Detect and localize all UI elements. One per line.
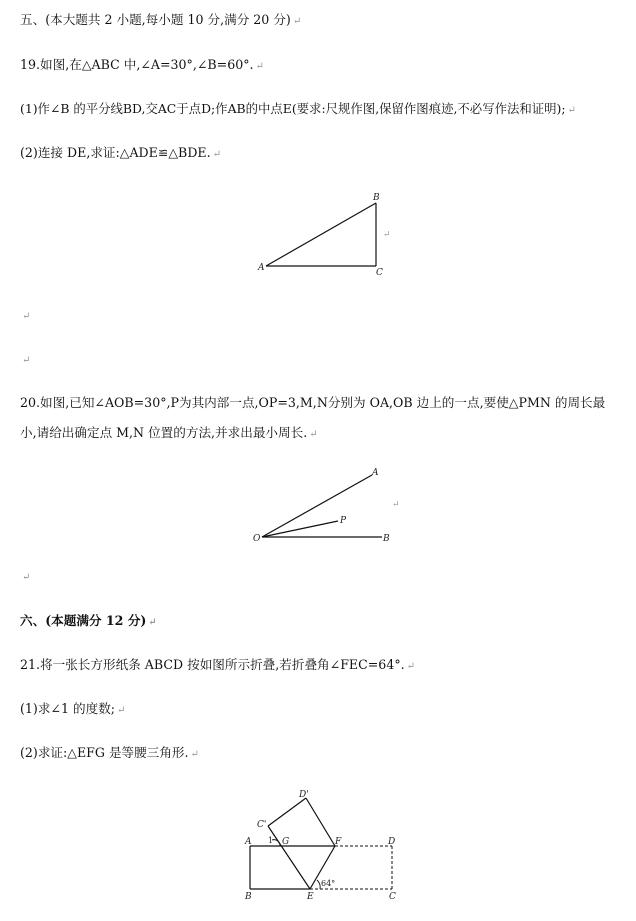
paragraph-mark: ↵ bbox=[567, 105, 576, 116]
angle-64-arc bbox=[317, 880, 320, 889]
label-c: C bbox=[389, 892, 396, 902]
q19-part2: (2)连接 DE,求证:△ADE≌△BDE. ↵ bbox=[20, 145, 222, 160]
q21-part1: (1)求∠1 的度数; ↵ bbox=[20, 701, 126, 716]
label-b: B bbox=[383, 534, 390, 544]
q20-stem-line1: 20.如图,已知∠AOB=30°,P为其内部一点,OP=3,M,N分别为 OA,OB 边上的一点,要使△PMN 的周长最 bbox=[20, 395, 606, 410]
paragraph-mark: ↵ bbox=[309, 429, 318, 440]
paragraph-mark: ↵ bbox=[22, 311, 31, 322]
paragraph-mark: ↵ bbox=[117, 705, 126, 716]
label-a: A bbox=[245, 837, 252, 847]
section-5-heading: 五、(本大题共 2 小题,每小题 10 分,满分 20 分) ↵ bbox=[20, 12, 302, 27]
label-angle-1: 1 bbox=[268, 836, 274, 845]
q20-stem-line2: 小,请给出确定点 M,N 位置的方法,并求出最小周长. ↵ bbox=[20, 425, 318, 440]
paragraph-mark: ↵ bbox=[22, 572, 31, 583]
paragraph-mark: ↵ bbox=[190, 749, 199, 760]
label-e: E bbox=[307, 892, 314, 902]
paragraph-mark: ↵ bbox=[392, 500, 400, 510]
q19-part1: (1)作∠B 的平分线BD,交AC于点D;作AB的中点E(要求:尺规作图,保留作图痕迹,不必写作法和证明); ↵ bbox=[20, 101, 576, 116]
label-angle-64: 64° bbox=[321, 879, 336, 888]
paragraph-mark: ↵ bbox=[148, 617, 157, 628]
label-c-prime: C' bbox=[257, 820, 267, 830]
label-f: F bbox=[335, 837, 342, 847]
label-g: G bbox=[282, 837, 290, 847]
q19-stem: 19.如图,在△ABC 中,∠A=30°,∠B=60°. ↵ bbox=[20, 57, 264, 72]
label-b: B bbox=[373, 193, 380, 203]
label-d: D bbox=[388, 837, 396, 847]
label-a: A bbox=[372, 468, 379, 478]
folded-flap bbox=[268, 798, 335, 889]
q21-stem: 21.将一张长方形纸条 ABCD 按如图所示折叠,若折叠角∠FEC=64°. ↵ bbox=[20, 657, 416, 672]
paragraph-mark: ↵ bbox=[255, 61, 264, 72]
paragraph-mark: ↵ bbox=[22, 355, 31, 366]
paragraph-mark: ↵ bbox=[406, 661, 416, 672]
section-6-heading: 六、(本题满分 12 分) ↵ bbox=[20, 613, 157, 628]
label-d-prime: D' bbox=[299, 790, 309, 800]
label-p: P bbox=[340, 516, 347, 526]
label-a: A bbox=[258, 263, 265, 273]
label-c: C bbox=[376, 268, 383, 278]
paragraph-mark: ↵ bbox=[212, 149, 222, 160]
label-o: O bbox=[253, 534, 261, 544]
label-b: B bbox=[245, 892, 252, 902]
paragraph-mark: ↵ bbox=[383, 230, 391, 240]
paragraph-mark: ↵ bbox=[292, 16, 302, 27]
rectangle-solid bbox=[250, 846, 310, 889]
q21-part2: (2)求证:△EFG 是等腰三角形. ↵ bbox=[20, 745, 199, 760]
